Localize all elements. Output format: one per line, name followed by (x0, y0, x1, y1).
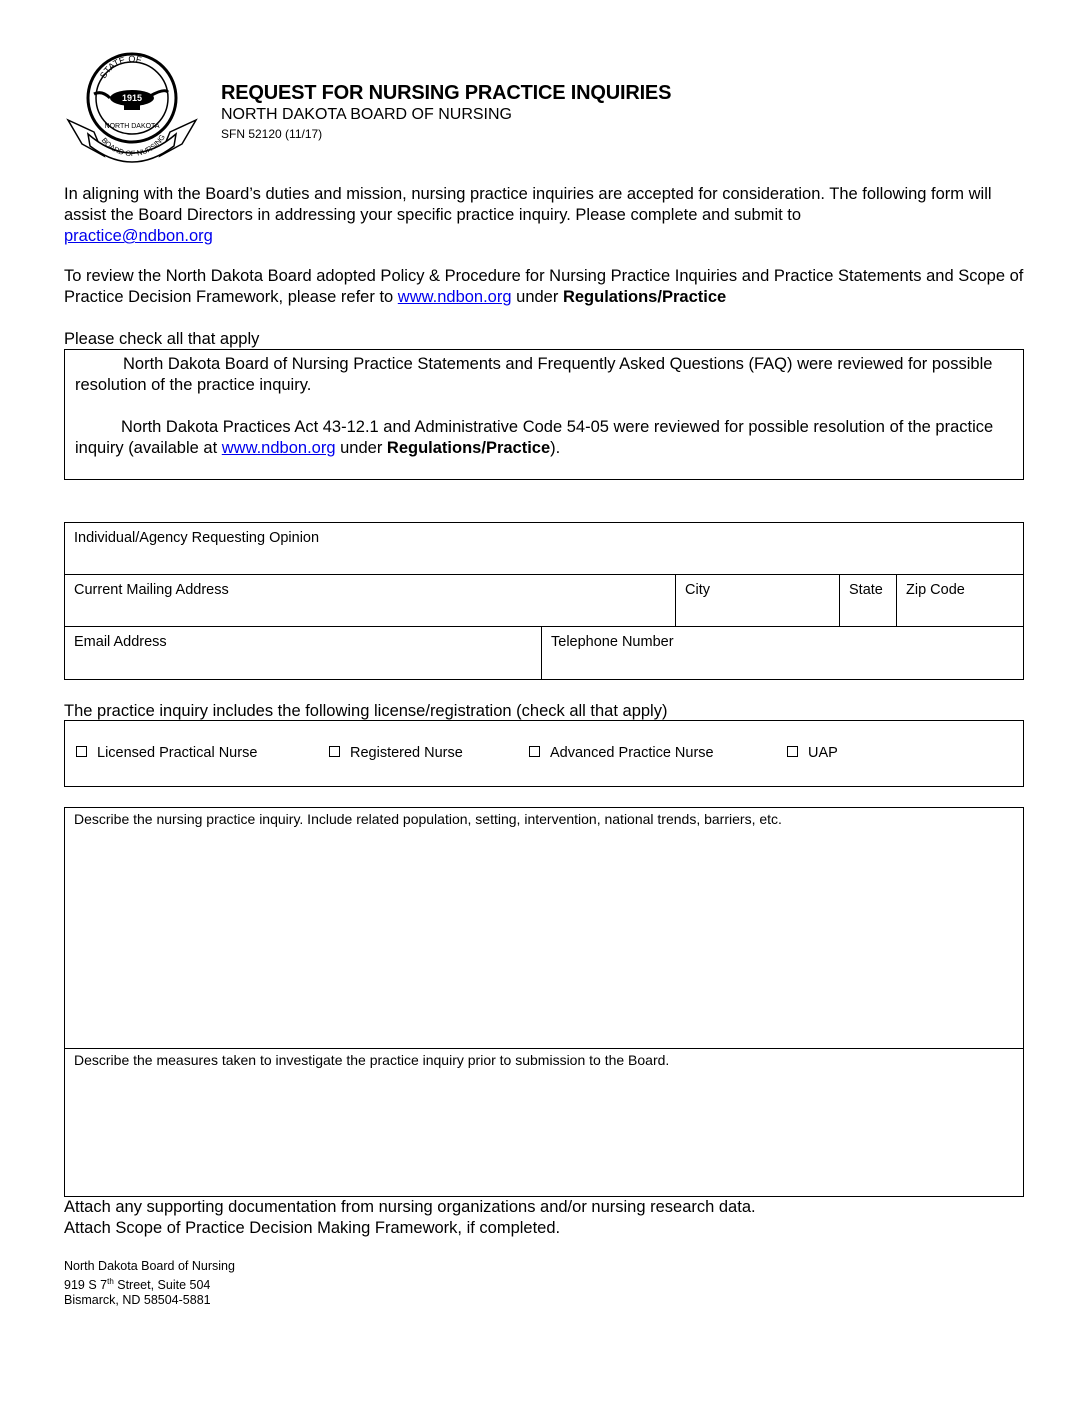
item2-end: ). (550, 439, 561, 457)
mailing-address-label: Current Mailing Address (74, 582, 229, 598)
description-table (64, 807, 1024, 1197)
svg-text:1915: 1915 (121, 93, 143, 103)
form-subtitle: NORTH DAKOTA BOARD OF NURSING (221, 106, 512, 123)
practices-act-text: North Dakota Practices Act 43-12.1 and Administrative Code 54-05 were reviewed for possible resolution of the practice inquiry (available at (75, 418, 994, 457)
street-number: 919 S 7 (64, 1278, 108, 1293)
faq-reviewed-text: North Dakota Board of Nursing Practice Statements and Frequently Asked Questions (FAQ) were reviewed for possible resolution of the practice inquiry. (75, 355, 993, 394)
check-all-label: Please check all that apply (64, 330, 260, 348)
mailing-address-field[interactable] (65, 575, 676, 627)
uap-checkbox[interactable] (787, 746, 798, 757)
attach-line-1: Attach any supporting documentation from nursing organizations and/or nursing research data. (64, 1198, 756, 1216)
footer-org: North Dakota Board of Nursing (64, 1259, 235, 1273)
street-suffix: th (107, 1277, 114, 1286)
review-paragraph (64, 266, 1024, 308)
rn-checkbox[interactable] (329, 746, 340, 757)
requester-field[interactable] (65, 523, 1023, 575)
lpn-label: Licensed Practical Nurse (97, 745, 258, 761)
apn-checkbox[interactable] (529, 746, 540, 757)
intro-text: In aligning with the Board’s duties and mission, nursing practice inquiries are accepted for consideration. The following form will assist the Board Directors in addressing your specific practice inquiry. Please complete and submit to (64, 185, 992, 224)
slash: / (657, 288, 662, 306)
practice-label: Practice (661, 288, 727, 306)
state-label: State (849, 582, 883, 598)
lpn-checkbox[interactable] (76, 746, 87, 757)
rn-label: Registered Nurse (350, 745, 463, 761)
svg-text:STATE OF: STATE OF (97, 53, 143, 81)
ndbon-link[interactable]: www.ndbon.org (397, 288, 512, 306)
item2-slash: / (481, 439, 486, 457)
apn-label: Advanced Practice Nurse (550, 745, 714, 761)
svg-text:BOARD OF NURSING: BOARD OF NURSING (99, 132, 167, 159)
option-uap[interactable] (787, 745, 838, 761)
option-rn[interactable] (329, 745, 463, 761)
form-number: SFN 52120 (11/17) (221, 127, 323, 141)
license-label: The practice inquiry includes the following license/registration (check all that apply) (64, 702, 668, 720)
city-label: City (685, 582, 710, 598)
faq-reviewed-item[interactable] (75, 354, 1005, 396)
email-field[interactable] (65, 627, 542, 679)
review-text: To review the North Dakota Board adopted Policy & Procedure for Nursing Practice Inquiries and Practice Statements and Scope of Practice Decision Framework, please refer to (64, 267, 1024, 306)
attach-line-2: Attach Scope of Practice Decision Making Framework, if completed. (64, 1219, 561, 1237)
option-apn[interactable] (529, 745, 714, 761)
city-field[interactable] (676, 575, 840, 627)
state-seal-logo (64, 48, 200, 168)
contact-info-table (64, 522, 1024, 680)
state-field[interactable] (840, 575, 897, 627)
zip-field[interactable] (897, 575, 1023, 627)
measures-description-label: Describe the measures taken to investigate the practice inquiry prior to submission to the Board. (74, 1052, 670, 1068)
street-rest: Street, Suite 504 (113, 1278, 211, 1293)
footer-city: Bismarck, ND 58504-5881 (64, 1293, 211, 1308)
regulations-label: Regulations (562, 288, 658, 306)
measures-description-field[interactable] (65, 1049, 1023, 1196)
requester-label: Individual/Agency Requesting Opinion (74, 530, 320, 546)
email-label: Email Address (74, 634, 167, 650)
phone-field[interactable] (542, 627, 1023, 679)
inquiry-description-label: Describe the nursing practice inquiry. Include related population, setting, intervention, national trends, barriers, etc. (74, 811, 782, 827)
footer-address (64, 1259, 235, 1308)
item2-regulations: Regulations (386, 439, 482, 457)
practice-email-link[interactable]: practice@ndbon.org (64, 227, 213, 245)
phone-label: Telephone Number (551, 634, 674, 650)
practices-act-reviewed-item[interactable] (75, 417, 1005, 459)
svg-text:NORTH DAKOTA: NORTH DAKOTA (104, 123, 160, 130)
inquiry-description-field[interactable] (65, 808, 1023, 1049)
review-checklist-box (64, 349, 1024, 480)
review-under: under (516, 288, 559, 306)
uap-label: UAP (808, 745, 838, 761)
item2-practice: Practice (485, 439, 551, 457)
attach-notes (64, 1197, 1024, 1239)
option-lpn[interactable] (76, 745, 257, 761)
form-title: REQUEST FOR NURSING PRACTICE INQUIRIES (221, 82, 672, 104)
item2-under: under (340, 439, 383, 457)
ndbon-link-2[interactable]: www.ndbon.org (221, 439, 336, 457)
zip-label: Zip Code (906, 582, 965, 598)
footer-street (64, 1274, 235, 1293)
intro-paragraph (64, 184, 1024, 247)
